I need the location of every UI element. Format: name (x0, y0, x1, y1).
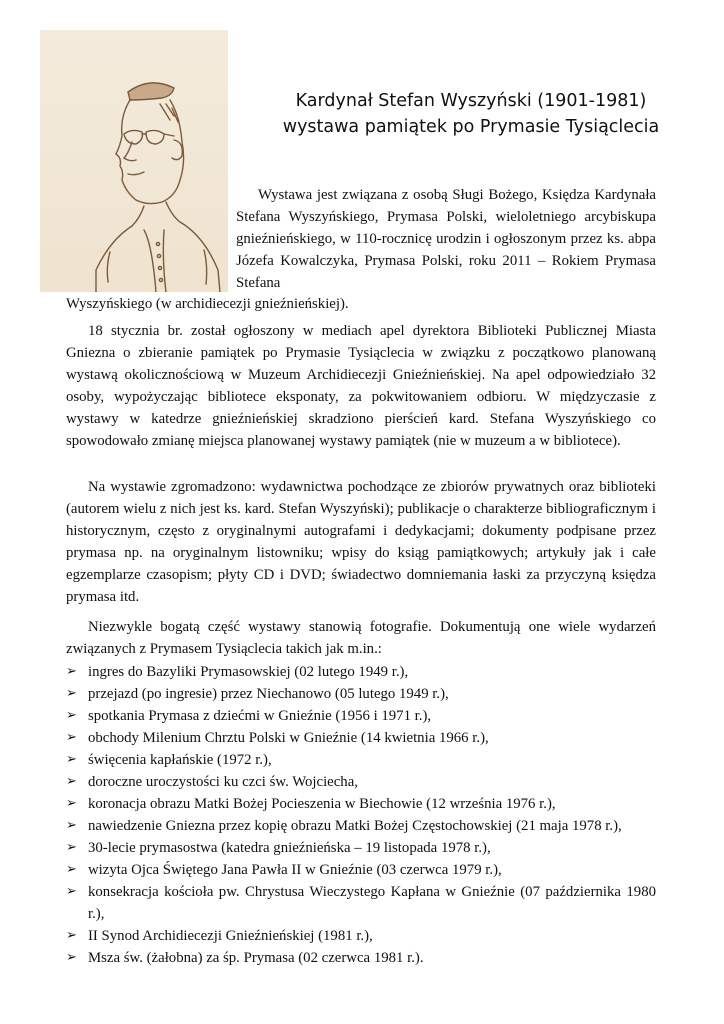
event-text: święcenia kapłańskie (1972 r.), (88, 752, 272, 768)
event-text: przejazd (po ingresie) przez Niechanowo (05 lutego 1949 r.), (88, 686, 449, 702)
event-list-item (66, 947, 656, 969)
arrowhead-bullet-icon: ➢ (66, 796, 77, 811)
document-title (232, 88, 710, 140)
event-list-item (66, 771, 656, 793)
event-list-item (66, 661, 656, 683)
event-text: ingres do Bazyliki Prymasowskiej (02 lutego 1949 r.), (88, 664, 409, 680)
title-line-2: wystawa pamiątek po Prymasie Tysiąclecia (282, 117, 660, 137)
event-list-item (66, 837, 656, 859)
photographs-paragraph: Niezwykle bogatą część wystawy stanowią fotografie. Dokumentują one wiele wydarzeń związanych z Prymasem Tysiąclecia takich jak m.in.: (66, 619, 656, 657)
event-list-item (66, 925, 656, 947)
arrowhead-bullet-icon: ➢ (66, 884, 77, 899)
arrowhead-bullet-icon: ➢ (66, 686, 77, 701)
arrowhead-bullet-icon: ➢ (66, 950, 77, 965)
arrowhead-bullet-icon: ➢ (66, 708, 77, 723)
intro-paragraph: Wystawa jest związana z osobą Sługi Bożego, Księdza Kardynała Stefana Wyszyńskiego, Prymasa Polski, wieloletniego arcybiskupa gnieźnieńskiego, w 110-rocznicę urodzin i ogłoszonym przez ks. abpa Józefa Kowalczyka, Prymasa Polski, roku 2011 – Rokiem Prymasa Stefana (236, 187, 656, 291)
event-list-item (66, 727, 656, 749)
event-text: 30-lecie prymasostwa (katedra gnieźnieńska – 19 listopada 1978 r.), (88, 840, 491, 856)
event-text: spotkania Prymasa z dziećmi w Gnieźnie (1956 i 1971 r.), (88, 708, 432, 724)
event-text: wizyta Ojca Świętego Jana Pawła II w Gnieźnie (03 czerwca 1979 r.), (88, 862, 502, 878)
event-text: doroczne uroczystości ku czci św. Wojciecha, (88, 774, 358, 790)
arrowhead-bullet-icon: ➢ (66, 818, 77, 833)
cardinal-portrait-sketch (40, 30, 228, 292)
event-list-item (66, 793, 656, 815)
event-text: II Synod Archidiecezji Gnieźnieńskiej (1981 r.), (88, 928, 373, 944)
arrowhead-bullet-icon: ➢ (66, 730, 77, 745)
arrowhead-bullet-icon: ➢ (66, 752, 77, 767)
arrowhead-bullet-icon: ➢ (66, 664, 77, 679)
arrowhead-bullet-icon: ➢ (66, 928, 77, 943)
event-text: nawiedzenie Gniezna przez kopię obrazu Matki Bożej Częstochowskiej (21 maja 1978 r.), (88, 818, 622, 834)
event-text: obchody Milenium Chrztu Polski w Gnieźnie (14 kwietnia 1966 r.), (88, 730, 489, 746)
collection-paragraph: Na wystawie zgromadzono: wydawnictwa pochodzące ze zbiorów prywatnych oraz biblioteki (autorem wielu z nich jest ks. kard. Stefan Wyszyński); publikacje o charakterze bibliograficznym i historycznym, często z oryginalnymi autografami i dedykacjami; dokumenty podpisane przez prymasa np. na oryginalnym listowniku; wpisy do ksiąg pamiątkowych; artykuły jak i całe egzemplarze czasopism; płyty CD i DVD; świadectwo domniemania łaski za przyczyną księdza prymasa itd. (66, 479, 656, 605)
event-text: koronacja obrazu Matki Bożej Pocieszenia w Biechowie (12 września 1976 r.), (88, 796, 556, 812)
event-text: Msza św. (żałobna) za śp. Prymasa (02 czerwca 1981 r.). (88, 950, 424, 966)
event-text: konsekracja kościoła pw. Chrystusa Wieczystego Kapłana w Gnieźnie (07 października 1980 r.), (88, 884, 656, 922)
event-list-item (66, 683, 656, 705)
event-list-item (66, 705, 656, 727)
title-line-1: Kardynał Stefan Wyszyński (1901-1981) (295, 91, 647, 111)
arrowhead-bullet-icon: ➢ (66, 862, 77, 877)
event-list-item (66, 859, 656, 881)
arrowhead-bullet-icon: ➢ (66, 840, 77, 855)
appeal-paragraph: 18 stycznia br. został ogłoszony w mediach apel dyrektora Biblioteki Publicznej Miasta Gniezna o zbieranie pamiątek po Prymasie Tysiąclecia w związku z początkowo planowaną wystawą okolicznościową w Muzeum Archidiecezji Gnieźnieńskiej. Na apel odpowiedziało 32 osoby, wypożyczając bibliotece eksponaty, za pokwitowaniem odbioru. W międzyczasie z wystawy w katedrze gnieźnieńskiej skradziono pierścień kard. Stefana Wyszyńskiego co spowodowało zmianę miejsca planowanej wystawy pamiątek (nie w muzeum a w bibliotece). (66, 323, 656, 449)
event-list (66, 661, 656, 969)
event-list-item (66, 815, 656, 837)
arrowhead-bullet-icon: ➢ (66, 774, 77, 789)
event-list-item (66, 881, 656, 925)
event-list-item (66, 749, 656, 771)
intro-paragraph-end: Wyszyńskiego (w archidiecezji gnieźnieńskiej). (66, 296, 349, 312)
portrait-drawing (40, 30, 228, 292)
